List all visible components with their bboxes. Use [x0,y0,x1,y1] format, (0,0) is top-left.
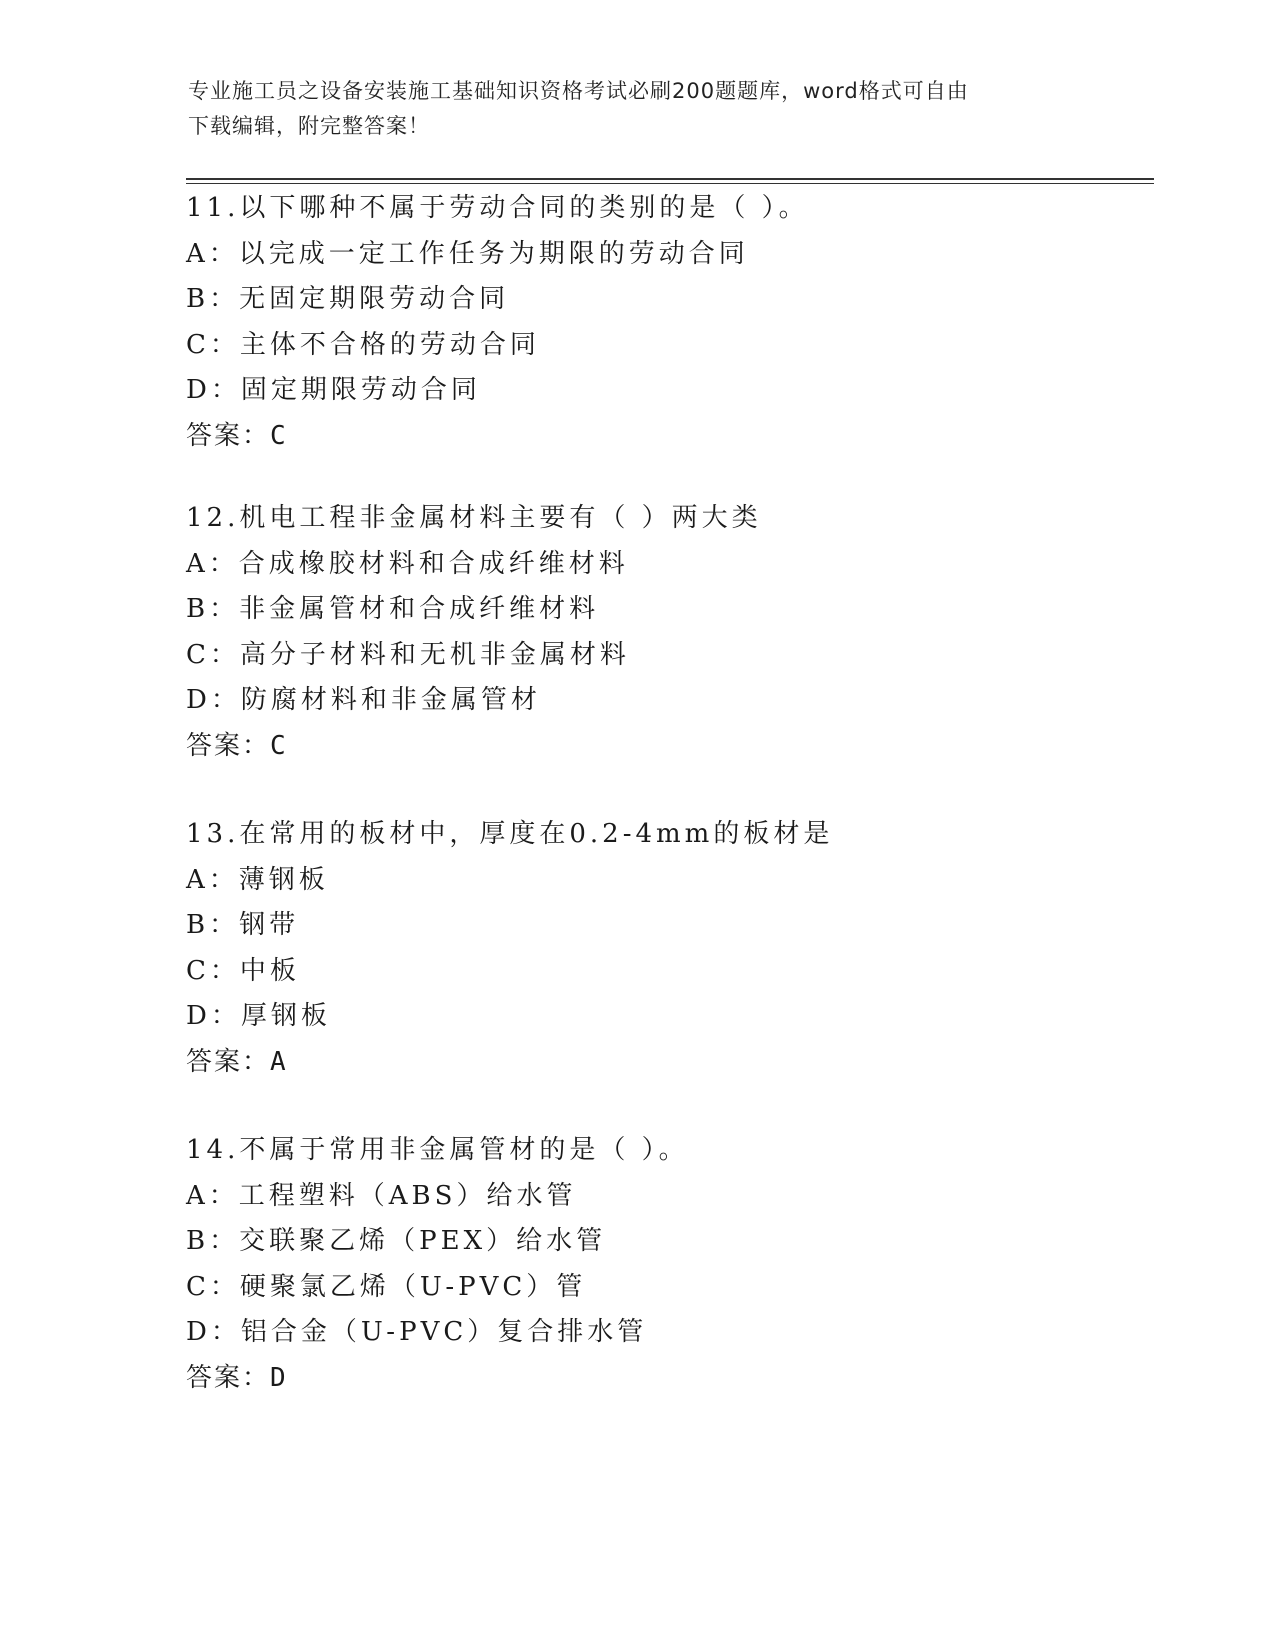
option-b: B：交联聚乙烯（PEX）给水管 [186,1226,607,1256]
option-a: A：工程塑料（ABS）给水管 [186,1180,577,1211]
option-d: D：防腐材料和非金属管材 [186,685,541,715]
option-c: C：主体不合格的劳动合同 [186,329,540,360]
option-a: A：合成橡胶材料和合成纤维材料 [186,548,629,579]
option-d: D：固定期限劳动合同 [186,375,481,405]
question-stem: 12.机电工程非金属材料主要有（ ）两大类 [186,503,762,533]
answer-line [186,1356,1166,1402]
answer-line [186,414,1166,460]
question-stem: 11.以下哪种不属于劳动合同的类别的是（ ）。 [186,193,809,223]
question-11 [186,186,1166,459]
answer-label: 答案： [186,1046,271,1077]
question-12 [186,496,1166,769]
option-d: D：铝合金（U-PVC）复合排水管 [186,1317,648,1347]
option-d: D：厚钢板 [186,1001,331,1031]
header-divider-top [186,178,1154,180]
answer-label: 答案： [186,1362,271,1393]
option-b: B：钢带 [186,910,300,940]
header-line-2: 下载编辑，附完整答案！ [188,114,430,138]
option-a: A：薄钢板 [186,864,329,895]
answer-value: C [270,420,288,451]
answer-value: D [270,1362,288,1393]
question-14 [186,1128,1166,1401]
question-stem: 14.不属于常用非金属管材的是（ ）。 [186,1135,689,1165]
answer-value: C [270,730,288,761]
question-13 [186,812,1166,1085]
answer-label: 答案： [186,420,271,451]
option-b: B：非金属管材和合成纤维材料 [186,594,600,624]
option-b: B：无固定期限劳动合同 [186,284,510,314]
answer-line [186,724,1166,770]
question-stem: 13.在常用的板材中，厚度在0.2-4mm的板材是 [186,819,834,849]
option-c: C：硬聚氯乙烯（U-PVC）管 [186,1271,587,1302]
header-divider-bottom [186,183,1154,184]
answer-label: 答案： [186,730,271,761]
header-line-1: 专业施工员之设备安装施工基础知识资格考试必刷200题题库，word格式可自由 [188,79,969,103]
option-c: C：中板 [186,955,300,986]
answer-value: A [270,1046,288,1077]
option-a: A：以完成一定工作任务为期限的劳动合同 [186,238,749,269]
answer-line [186,1040,1166,1086]
option-c: C：高分子材料和无机非金属材料 [186,639,630,670]
document-header [188,74,1088,144]
